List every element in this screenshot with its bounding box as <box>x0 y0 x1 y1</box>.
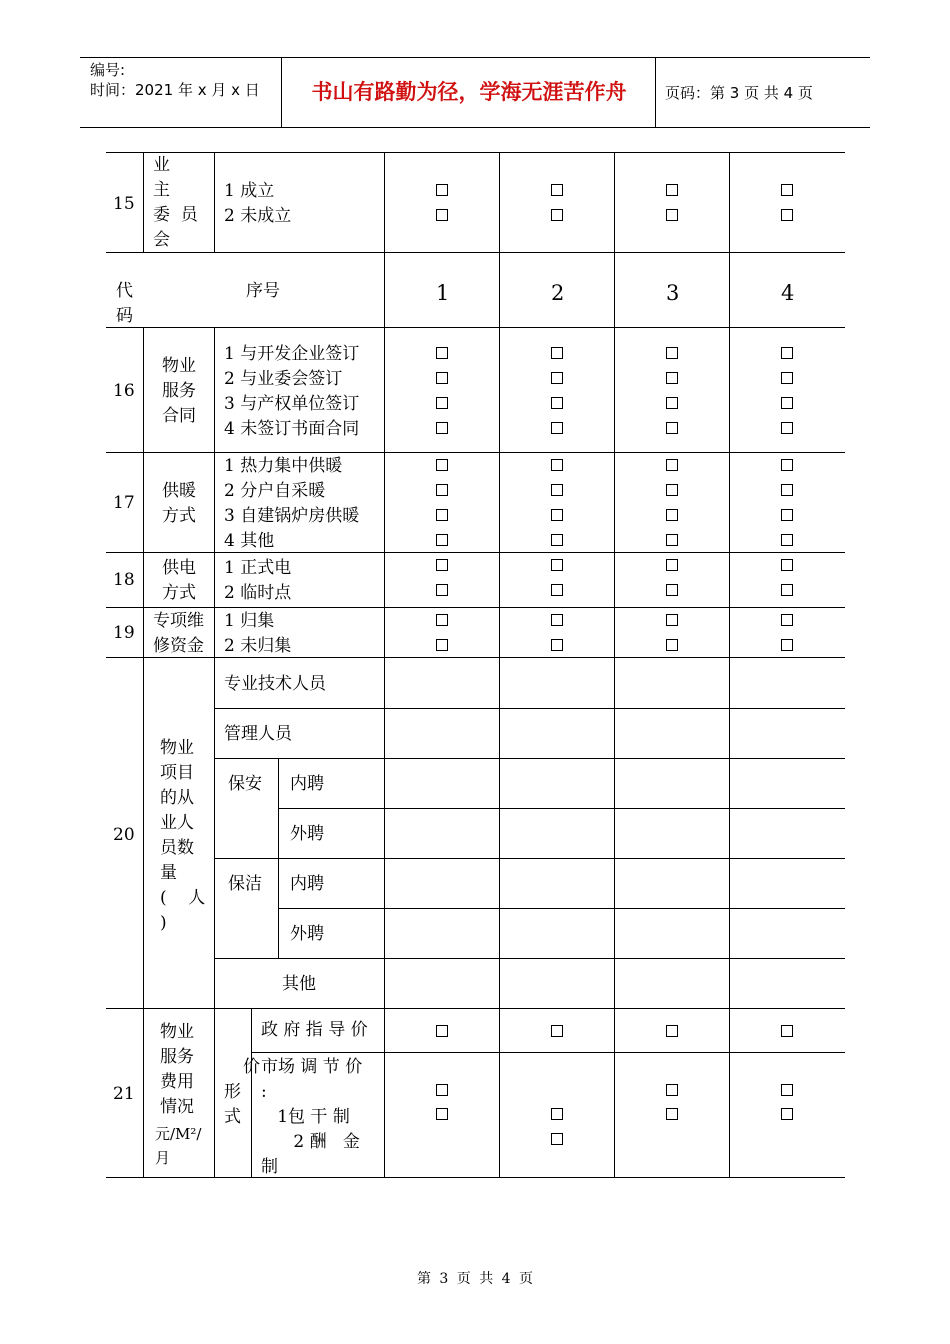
staff-management: 管理人员 <box>224 724 292 744</box>
option-checkbox[interactable] <box>666 422 678 434</box>
staff-security: 保安 <box>228 774 262 794</box>
doc-number-label: 编号: <box>90 61 126 79</box>
code-21: 21 <box>113 1084 135 1104</box>
option-checkbox[interactable] <box>551 184 563 196</box>
option-checkbox[interactable] <box>436 209 448 221</box>
item-service-contract: 物业 服务 合同 <box>162 356 196 426</box>
option-checkbox[interactable] <box>436 347 448 359</box>
option-checkbox[interactable] <box>551 639 563 651</box>
col-number-2: 2 <box>551 281 565 305</box>
option-checkbox[interactable] <box>666 347 678 359</box>
option-checkbox[interactable] <box>551 614 563 626</box>
option-checkbox[interactable] <box>666 184 678 196</box>
option-checkbox[interactable] <box>551 509 563 521</box>
code-20: 20 <box>113 825 135 845</box>
code-header: 代 码 <box>116 281 133 326</box>
option-checkbox[interactable] <box>666 372 678 384</box>
option-checkbox[interactable] <box>551 347 563 359</box>
code-19: 19 <box>113 623 135 643</box>
item-maintenance-fund: 专项维 修资金 <box>153 611 204 656</box>
staff-cleaning: 保洁 <box>228 874 262 894</box>
staff-other: 其他 <box>282 974 316 994</box>
option-checkbox[interactable] <box>666 459 678 471</box>
option-checkbox[interactable] <box>666 639 678 651</box>
option-checkbox[interactable] <box>781 614 793 626</box>
cleaning-internal: 内聘 <box>290 874 324 894</box>
option-checkbox[interactable] <box>551 484 563 496</box>
option-checkbox[interactable] <box>551 1108 563 1120</box>
price-label: 价 <box>243 1057 260 1077</box>
option-checkbox[interactable] <box>436 559 448 571</box>
date-line: 时间：2021 年 x 月 x 日 <box>90 81 260 99</box>
security-external: 外聘 <box>290 824 324 844</box>
option-checkbox[interactable] <box>781 484 793 496</box>
option-checkbox[interactable] <box>436 184 448 196</box>
col-number-4: 4 <box>781 281 795 305</box>
option-checkbox[interactable] <box>781 1084 793 1096</box>
option-checkbox[interactable] <box>781 639 793 651</box>
option-checkbox[interactable] <box>666 509 678 521</box>
item-owners-committee: 业 主 委 员 会 <box>153 155 198 250</box>
option-checkbox[interactable] <box>436 534 448 546</box>
option-checkbox[interactable] <box>436 484 448 496</box>
option-checkbox[interactable] <box>551 422 563 434</box>
options-15: 1 成立 2 未成立 <box>224 181 292 226</box>
option-checkbox[interactable] <box>781 347 793 359</box>
option-checkbox[interactable] <box>666 1025 678 1037</box>
cleaning-external: 外聘 <box>290 924 324 944</box>
option-checkbox[interactable] <box>436 584 448 596</box>
header-page-info: 页码：第 3 页 共 4 页 <box>665 84 813 102</box>
option-checkbox[interactable] <box>551 1025 563 1037</box>
option-checkbox[interactable] <box>436 1084 448 1096</box>
option-checkbox[interactable] <box>436 1108 448 1120</box>
option-checkbox[interactable] <box>551 459 563 471</box>
option-checkbox[interactable] <box>436 372 448 384</box>
option-checkbox[interactable] <box>666 614 678 626</box>
page-footer: 第 3 页 共 4 页 <box>416 1271 534 1287</box>
option-checkbox[interactable] <box>436 1025 448 1037</box>
option-checkbox[interactable] <box>436 509 448 521</box>
code-15: 15 <box>113 194 135 214</box>
option-checkbox[interactable] <box>551 397 563 409</box>
header-motto: 书山有路勤为径，学海无涯苦作舟 <box>311 80 627 104</box>
item-power: 供电 方式 <box>162 558 196 603</box>
option-checkbox[interactable] <box>436 397 448 409</box>
option-checkbox[interactable] <box>666 209 678 221</box>
option-checkbox[interactable] <box>781 372 793 384</box>
price-form-label: 形 式 <box>224 1082 241 1127</box>
option-checkbox[interactable] <box>551 584 563 596</box>
gov-guided-price: 政 府 指 导 价 <box>261 1020 368 1040</box>
option-checkbox[interactable] <box>666 559 678 571</box>
option-checkbox[interactable] <box>781 397 793 409</box>
item-staff-count: 物业 项目 的从 业人 员数 量 ( 人 ) <box>160 738 206 933</box>
option-checkbox[interactable] <box>551 1133 563 1145</box>
option-checkbox[interactable] <box>551 372 563 384</box>
option-checkbox[interactable] <box>666 1084 678 1096</box>
option-checkbox[interactable] <box>781 584 793 596</box>
option-checkbox[interactable] <box>781 1025 793 1037</box>
option-checkbox[interactable] <box>781 459 793 471</box>
options-19: 1 归集 2 未归集 <box>224 611 292 656</box>
option-checkbox[interactable] <box>436 614 448 626</box>
security-internal: 内聘 <box>290 774 324 794</box>
option-checkbox[interactable] <box>551 559 563 571</box>
seq-label: 序号 <box>246 281 280 301</box>
item-heating: 供暖 方式 <box>162 481 196 526</box>
option-checkbox[interactable] <box>436 422 448 434</box>
code-17: 17 <box>113 493 135 513</box>
code-18: 18 <box>113 570 135 590</box>
option-checkbox[interactable] <box>666 484 678 496</box>
options-18: 1 正式电 2 临时点 <box>224 558 292 603</box>
col-number-1: 1 <box>436 281 450 305</box>
option-checkbox[interactable] <box>781 209 793 221</box>
option-checkbox[interactable] <box>781 184 793 196</box>
options-16: 1 与开发企业签订 2 与业委会签订 3 与产权单位签订 4 未签订书面合同 <box>224 344 360 439</box>
option-checkbox[interactable] <box>666 534 678 546</box>
option-checkbox[interactable] <box>551 534 563 546</box>
item-service-fee: 物业 服务 费用 情况 <box>160 1022 194 1117</box>
options-17: 1 热力集中供暖 2 分户自采暖 3 自建锅炉房供暖 4 其他 <box>224 456 360 551</box>
option-checkbox[interactable] <box>436 639 448 651</box>
staff-professional: 专业技术人员 <box>224 674 326 694</box>
market-price: 市场 调 节 价 : 1包 干 制 2 酬 金 制 <box>261 1057 363 1177</box>
option-checkbox[interactable] <box>666 397 678 409</box>
option-checkbox[interactable] <box>666 584 678 596</box>
option-checkbox[interactable] <box>781 559 793 571</box>
option-checkbox[interactable] <box>551 209 563 221</box>
fee-unit: 元/M²/ 月 <box>155 1125 202 1167</box>
option-checkbox[interactable] <box>436 459 448 471</box>
option-checkbox[interactable] <box>781 509 793 521</box>
option-checkbox[interactable] <box>781 534 793 546</box>
option-checkbox[interactable] <box>666 1108 678 1120</box>
col-number-3: 3 <box>666 281 680 305</box>
option-checkbox[interactable] <box>781 1108 793 1120</box>
option-checkbox[interactable] <box>781 422 793 434</box>
code-16: 16 <box>113 381 135 401</box>
